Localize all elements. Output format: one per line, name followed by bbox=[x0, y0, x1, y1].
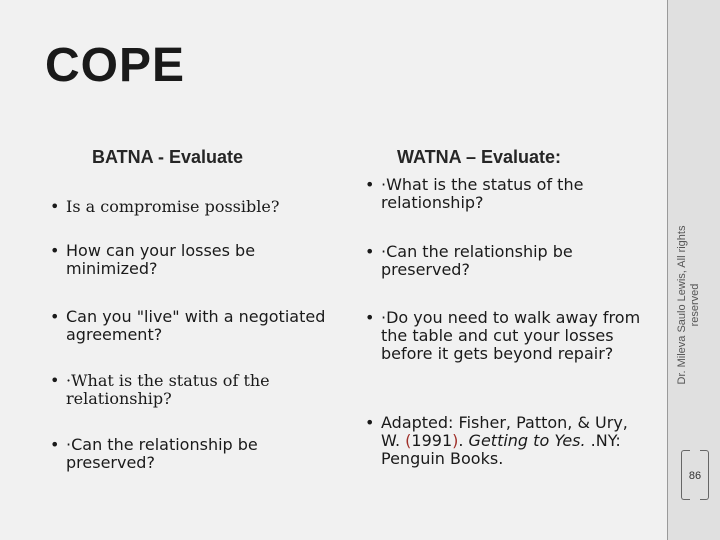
citation-authors: Adapted: Fisher, Patton, & Ury, W. bbox=[381, 413, 628, 450]
left-bullet-4-text: ·What is the status of the relationship? bbox=[66, 371, 270, 408]
right-bullet-1 bbox=[365, 176, 671, 212]
page-number: 86 bbox=[688, 470, 702, 482]
slide-title: COPE bbox=[45, 39, 186, 92]
left-bullet-1 bbox=[50, 198, 356, 216]
right-bullet-3 bbox=[365, 309, 651, 363]
left-bullet-2-text: How can your losses be minimized? bbox=[66, 241, 256, 278]
copyright-vertical-text: Dr. Mileva Saulo Lewis, All rights reserved bbox=[676, 225, 701, 385]
citation-separator: . bbox=[458, 431, 469, 450]
page-number-badge bbox=[681, 450, 709, 498]
citation-publisher: .NY: Penguin Books. bbox=[381, 431, 621, 468]
citation-paren-close: ) bbox=[452, 431, 459, 450]
left-bullet-2 bbox=[50, 242, 306, 278]
citation-year: 1991 bbox=[411, 431, 453, 450]
citation-paren-open: ( bbox=[405, 431, 412, 450]
left-bullet-3-text: Can you "live" with a negotiated agreement? bbox=[66, 307, 326, 344]
left-bullet-4 bbox=[50, 372, 336, 408]
left-bullet-3 bbox=[50, 308, 326, 344]
batna-heading: BATNA - Evaluate bbox=[92, 147, 244, 167]
right-bullet-1-text: ·What is the status of the relationship? bbox=[381, 175, 584, 212]
right-bullet-3-text: ·Do you need to walk away from the table and cut your losses before it gets beyond repair? bbox=[381, 308, 641, 363]
sidebar-divider bbox=[667, 0, 668, 540]
citation bbox=[365, 414, 651, 468]
left-bullet-5 bbox=[50, 436, 326, 472]
right-bullet-2-text: ·Can the relationship be preserved? bbox=[381, 242, 573, 279]
watna-heading: WATNA – Evaluate: bbox=[397, 147, 562, 167]
citation-book-title: Getting to Yes. bbox=[468, 431, 586, 450]
left-bullet-1-text: Is a compromise possible? bbox=[66, 197, 280, 216]
right-bullet-2 bbox=[365, 243, 651, 279]
left-bullet-5-text: ·Can the relationship be preserved? bbox=[66, 435, 258, 472]
